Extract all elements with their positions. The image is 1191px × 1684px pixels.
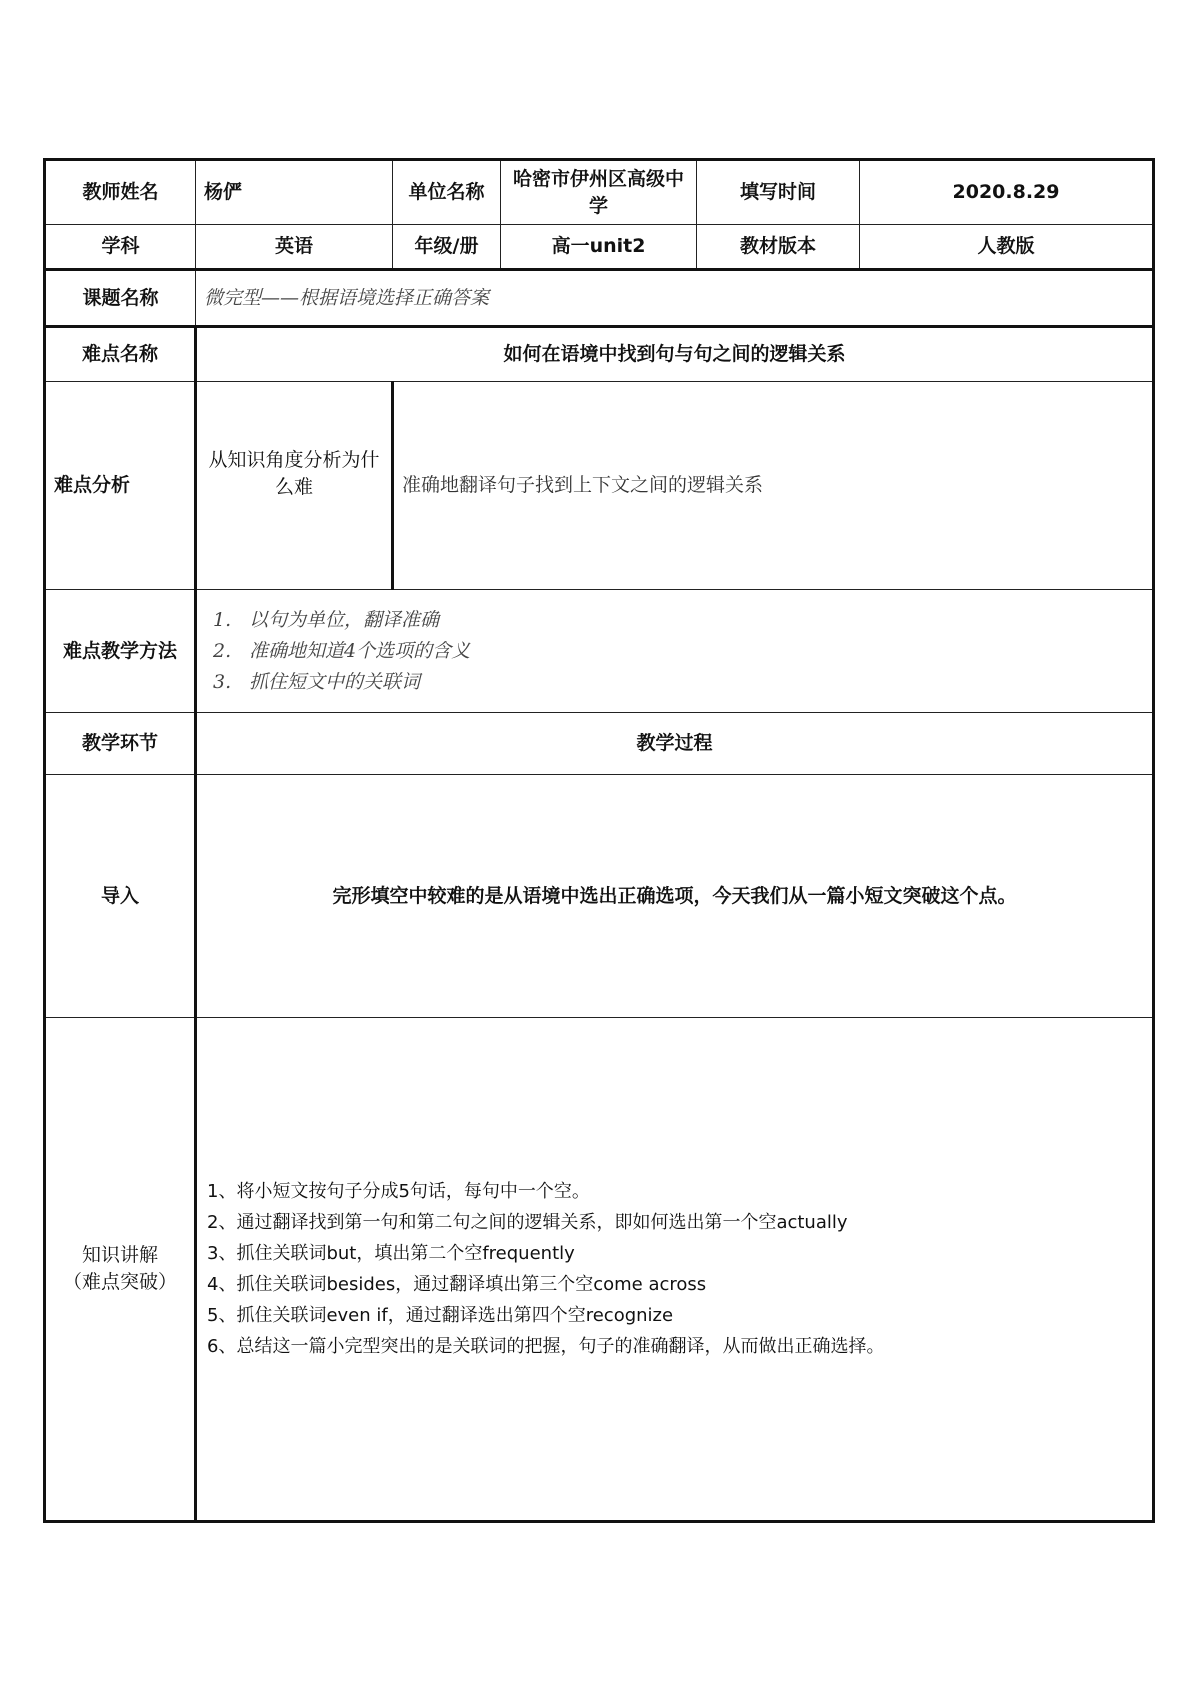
intro-text: 完形填空中较难的是从语境中选出正确选项，今天我们从一篇小短文突破这个点。 [196,775,1154,1018]
knowledge-label-line2: （难点突破） [62,1271,177,1293]
knowledge-steps [196,1018,1154,1522]
method-item: 1. 以句为单位，翻译准确 [213,608,440,631]
analysis-sub-label: 从知识角度分析为什么难 [196,382,393,590]
intro-label: 导入 [45,775,196,1018]
lesson-plan-table [43,158,1155,1523]
subject-value: 英语 [196,225,393,270]
knowledge-step: 2、通过翻译找到第一句和第二句之间的逻辑关系，即如何选出第一个空actually [207,1212,848,1233]
topic-row [45,270,1154,327]
knowledge-step: 1、将小短文按句子分成5句话，每句中一个空。 [207,1181,590,1202]
header-row-1 [45,160,1154,225]
difficulty-value: 如何在语境中找到句与句之间的逻辑关系 [196,327,1154,382]
knowledge-row [45,1018,1154,1522]
unit-name: 哈密市伊州区高级中学 [501,160,697,225]
knowledge-step: 5、抓住关联词even if，通过翻译选出第四个空recognize [207,1305,674,1326]
analysis-value: 准确地翻译句子找到上下文之间的逻辑关系 [393,382,1154,590]
knowledge-step: 6、总结这一篇小完型突出的是关联词的把握，句子的准确翻译，从而做出正确选择。 [207,1336,885,1357]
edition-label: 教材版本 [697,225,860,270]
knowledge-label [45,1018,196,1522]
process-label: 教学过程 [196,713,1154,775]
teacher-name: 杨俨 [196,160,393,225]
process-header-row [45,713,1154,775]
grade-label: 年级/册 [393,225,501,270]
methods-label: 难点教学方法 [45,590,196,713]
knowledge-step: 4、抓住关联词besides，通过翻译填出第三个空come across [207,1274,707,1295]
difficulty-row [45,327,1154,382]
teacher-label: 教师姓名 [45,160,196,225]
grade-value: 高一unit2 [501,225,697,270]
methods-list [196,590,1154,713]
topic-label: 课题名称 [45,270,196,327]
date-label: 填写时间 [697,160,860,225]
methods-row [45,590,1154,713]
knowledge-step: 3、抓住关联词but，填出第二个空frequently [207,1243,575,1264]
method-item: 2. 准确地知道4个选项的含义 [213,639,471,662]
topic-value: 微完型——根据语境选择正确答案 [196,270,1154,327]
header-row-2 [45,225,1154,270]
edition-value: 人教版 [860,225,1154,270]
analysis-label: 难点分析 [45,382,196,590]
subject-label: 学科 [45,225,196,270]
method-item: 3. 抓住短文中的关联词 [213,670,421,693]
process-step-label: 教学环节 [45,713,196,775]
unit-label: 单位名称 [393,160,501,225]
knowledge-label-line1: 知识讲解 [81,1244,158,1267]
analysis-row [45,382,1154,590]
difficulty-label: 难点名称 [45,327,196,382]
date-value: 2020.8.29 [860,160,1154,225]
intro-row [45,775,1154,1018]
